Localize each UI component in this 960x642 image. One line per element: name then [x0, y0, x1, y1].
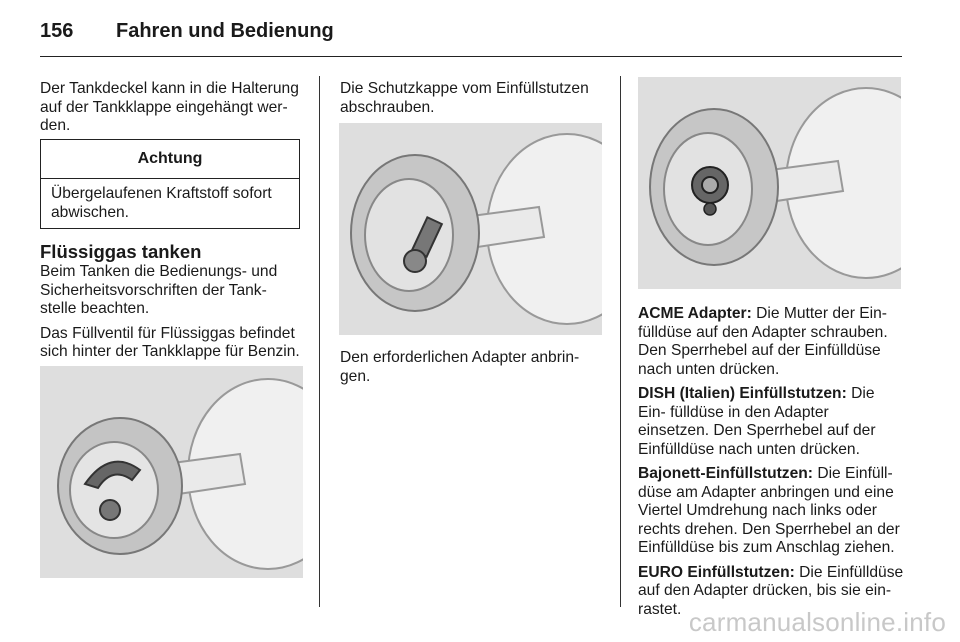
page-header [40, 14, 902, 57]
section-heading: Flüssiggas tanken [40, 241, 202, 262]
warning-text: Übergelaufenen Kraftstoff sofort abwischen. [51, 185, 272, 221]
fuel-flap-illustration [40, 366, 303, 578]
watermark: carmanualsonline.info [688, 607, 946, 637]
col2-text-top: Die Schutzkappe vom Einfüllstutzen abschrauben. [340, 80, 589, 116]
instruction-item: DISH (Italien) Einfüllstutzen: Die Ein- fülldüse in den Adapter einsetzen. Den Sperrhebel auf der Einfülldüse nach unten drücken. [638, 385, 876, 458]
column-divider [319, 76, 320, 607]
page-title: Fahren und Bedienung [116, 20, 334, 42]
paragraph: Beim Tanken die Bedienungs- und Sicherheitsvorschriften der Tank- stelle beachten. [40, 263, 278, 317]
warning-title: Achtung [41, 140, 299, 179]
page-number: 156 [40, 20, 74, 42]
column-divider [620, 76, 621, 607]
instruction-item: ACME Adapter: Die Mutter der Ein- fülldüse auf den Adapter schrauben. Den Sperrhebel auf der Einfülldüse nach unten drücken. [638, 305, 888, 378]
col2-text-bottom: Den erforderlichen Adapter anbrin- gen. [340, 349, 580, 385]
adapter-illustration [339, 123, 602, 335]
intro-paragraph: Der Tankdeckel kann in die Halterung auf der Tankklappe eingehängt wer- den. [40, 80, 299, 134]
instruction-item: EURO Einfüllstutzen: Die Einfülldüse auf den Adapter drücken, bis sie ein- rastet. [638, 563, 904, 618]
adapter-instructions [638, 305, 904, 625]
warning-box [40, 139, 300, 229]
paragraph: Das Füllventil für Flüssiggas befindet sich hinter der Tankklappe für Benzin. [40, 324, 300, 360]
lpg-section [40, 241, 306, 368]
instruction-item: Bajonett-Einfüllstutzen: Die Einfüll- düse am Adapter anbringen und eine Viertel Umdrehung nach links oder rechts drehen. Den Sperrhebel an der Einfülldüse bis zum Anschlag ziehen. [638, 465, 900, 556]
filler-neck-illustration [638, 77, 901, 289]
